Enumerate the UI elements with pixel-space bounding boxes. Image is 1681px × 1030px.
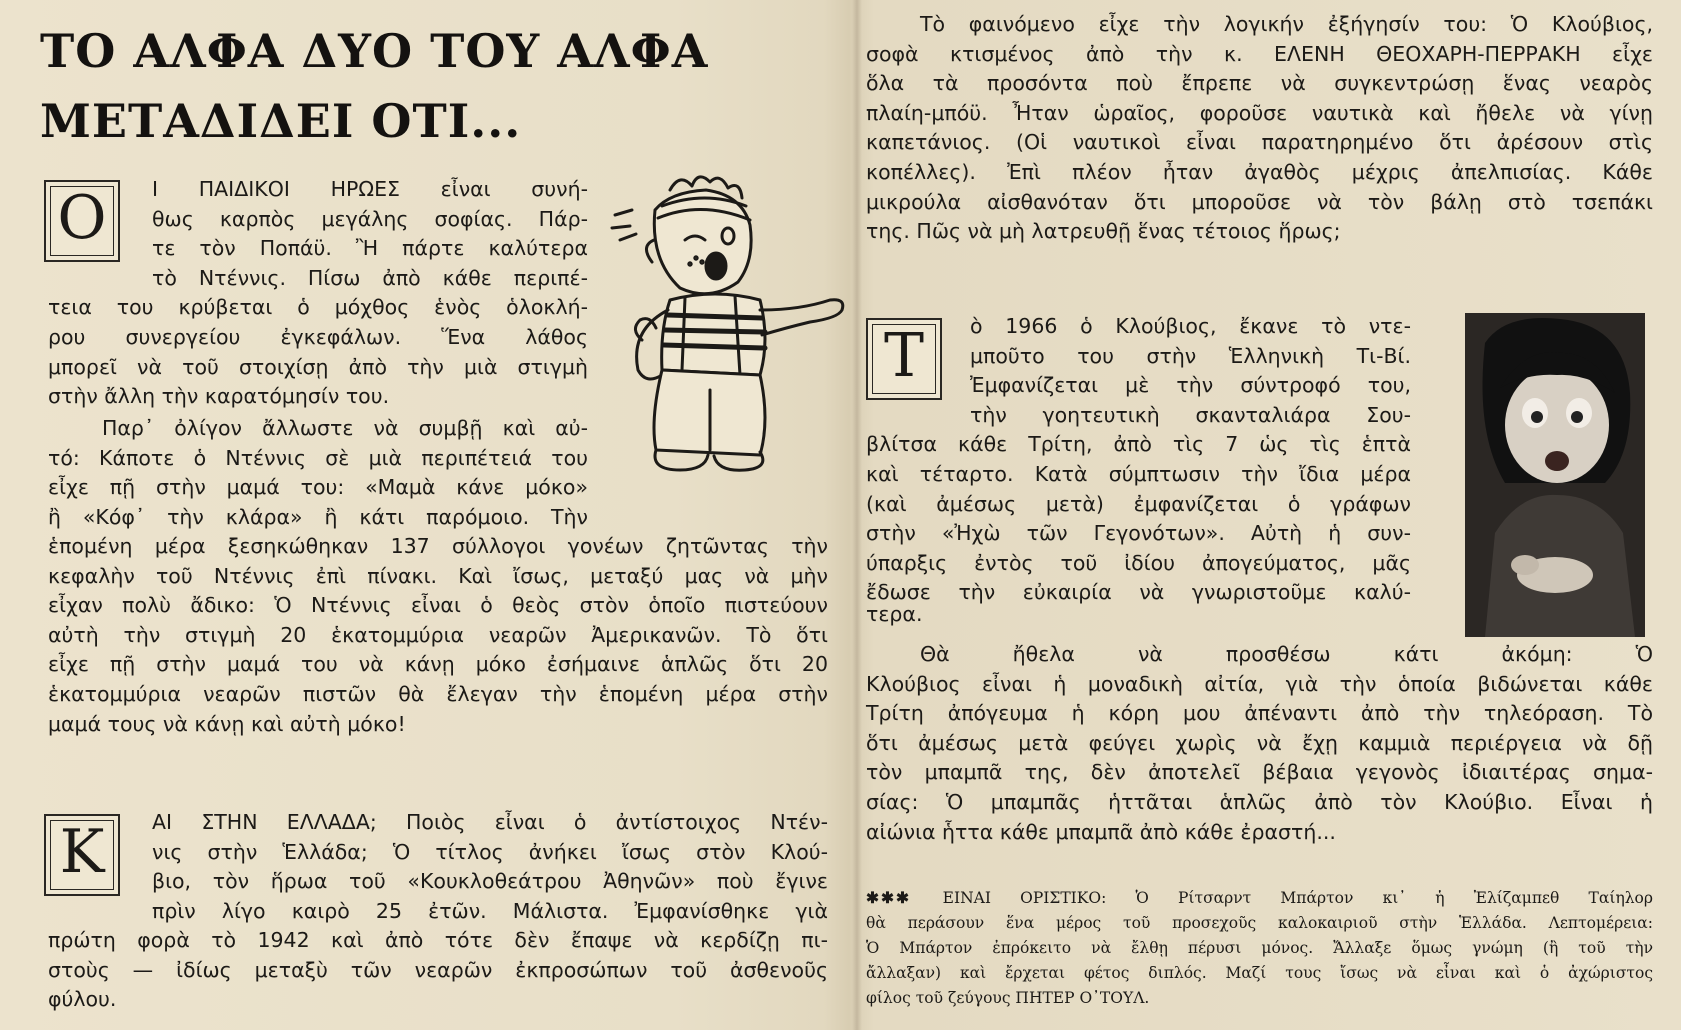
text-line: τὸ Ντέννις. Πίσω ἀπὸ κάθε περιπέ- [152, 265, 588, 290]
text-line: τε τὸν Ποπάϋ. Ἢ πάρτε καλύτερα [152, 236, 588, 261]
text-line: της. Πῶς νὰ μὴ λατρευθῇ ἕνας τέτοιος ἥρως; [866, 219, 1341, 244]
text-line: ἢ «Κόφ᾽ τὴν κλάρα» ἢ κάτι παρόμοιο. Τὴν [48, 504, 588, 529]
text-line: ΑΙ ΣΤΗΝ ΕΛΛΑΔΑ; Ποιὸς εἶναι ὁ ἀντίστοιχος Ντέν- [152, 810, 828, 834]
text-line: τὸν μπαμπᾶ της, δὲν ἀποτελεῖ βέβαια γεγονὸς ἰδιαιτέρας σημα- [866, 760, 1653, 785]
text-line: ἔδωσε τὴν εὐκαιρία νὰ γνωριστοῦμε καλύ- [866, 580, 1411, 605]
text-line: εἶχαν πολὺ ἄδικο: Ὁ Ντέννις εἶναι ὁ θεὸς στὸν ὁποῖο πιστεύουν [48, 593, 828, 618]
drop-cap-k [44, 814, 120, 896]
text-line: στοὺς — ἰδίως μεταξὺ τῶν νεαρῶν ἐκπροσώπων τοῦ ἀσθενοῦς [48, 957, 828, 982]
text-line: Ἐμφανίζεται μὲ τὴν σύντροφό του, [970, 373, 1411, 398]
text-line: εἶχε πῇ στὴν μαμά του νὰ κάνῃ μόκο ἐσήμαινε ἁπλῶς ὅτι 20 [48, 652, 828, 677]
paragraph-daughter [866, 640, 1653, 847]
text-line: εἶχε πῇ στὴν μαμά του: «Μαμὰ κάνε μόκο» [48, 475, 588, 500]
text-line: τεια του κρύβεται ὁ μόχθος ἑνὸς ὁλοκλή- [48, 295, 588, 320]
text-line: ύπαρξις ἐντὸς τοῦ ἰδίου ἀπογεύματος, μᾶς [866, 550, 1411, 575]
text-line: μπορεῖ νὰ τοῦ στοιχίσῃ ἀπὸ τὴν μιὰ στιγμὴ [48, 354, 588, 379]
text-line: βιο, τὸν ἥρωα τοῦ «Κουκλοθεάτρου Ἀθηνῶν» ποὺ ἔγινε [152, 869, 828, 894]
text-line: σοφὰ κτισμένος ἀπὸ τὴν κ. ΕΛΕΝΗ ΘΕΟΧΑΡΗ-ΠΕΡΡΑΚΗ εἶχε [866, 41, 1653, 66]
drop-cap-letter: Τ [883, 321, 925, 391]
note-text: ΕΙΝΑΙ ΟΡΙΣΤΙΚΟ: Ὁ Ρίτσαρντ Μπάρτον κι᾽ ἡ Ἐλίζαμπεθ Ταίηλορ [942, 889, 1653, 907]
text-line: (καὶ ἀμέσως μετὰ) ἐμφανίζεται ὁ γράφων [866, 491, 1411, 516]
title-line-2: ΜΕΤΑΔΙΔΕΙ ΟΤΙ... [40, 94, 522, 148]
text-line: Κλούβιος εἶναι ἡ μοναδικὴ αἰτία, γιὰ τὴν ὁποία βιδώνεται κάθε [866, 671, 1653, 696]
text-line: ὸ 1966 ὁ Κλούβιος, ἔκανε τὸ ντε- [970, 314, 1411, 338]
text-line: ἑκατομμύρια νεαρῶν πιστῶν θὰ ἔλεγαν τὴν ἑπομένη μέρα στὴν [48, 681, 828, 706]
note-line: θὰ περάσουν ἕνα μέρος τοῦ προσεχοῦς καλοκαιριοῦ στὴν Ἑλλάδα. Λεπτομέρεια: [866, 914, 1653, 932]
note-line: Ὁ Μπάρτον ἐπρόκειτο νὰ ἔλθῃ πέρυσι μόνος. Ἄλλαξε ὅμως γνώμη (ἢ τοῦ τὴν [866, 939, 1653, 957]
text-line: κοπέλλες). Ἐπὶ πλέον ἦταν ἀγαθὸς μέχρις ἀπελπισίας. Κάθε [866, 159, 1653, 184]
puppet-image [1465, 313, 1645, 637]
text-line: νις στὴν Ἑλλάδα; Ὁ τίτλος ἀνήκει ἴσως στὸν Κλού- [152, 839, 828, 864]
dennis-cartoon-illustration [610, 170, 850, 500]
note-line: φίλος τοῦ ζεύγους ΠΗΤΕΡ Ο᾽ΤΟΥΛ. [866, 989, 1150, 1007]
gossip-note [866, 885, 1653, 1011]
note-line [866, 885, 1653, 911]
text-line: καὶ τέταρτο. Κατὰ σύμπτωσιν τὴν ἴδια μέρα [866, 461, 1411, 486]
page-gutter [852, 0, 862, 1030]
text-line: Θὰ ἤθελα νὰ προσθέσω κάτι ἀκόμη: Ὁ [920, 642, 1653, 666]
text-line: ἑπομένη μέρα ξεσηκώθηκαν 137 σύλλογοι γονέων ζητῶντας τὴν [48, 534, 828, 558]
title-line-1: ΤΟ ΑΛΦΑ ΔΥΟ ΤΟΥ ΑΛΦΑ [40, 24, 709, 78]
text-line: πρώτη φορὰ τὸ 1942 καὶ ἀπὸ τότε δὲν ἔπαψε νὰ κερδίζῃ πι- [48, 928, 828, 952]
drop-cap-letter: Ο [57, 183, 107, 253]
text-line: κεφαλὴν τοῦ Ντέννις ἐπὶ πίνακι. Καὶ ἴσως, μεταξύ μας νὰ μὴν [48, 563, 828, 588]
text-line: θως καρπὸς μεγάλης σοφίας. Πάρ- [152, 206, 588, 231]
paragraph-explanation [866, 10, 1653, 247]
paragraph-greece-wide [48, 926, 828, 1015]
text-line: τερα. [866, 602, 923, 626]
text-line: Παρ᾽ ὀλίγον ἄλλωστε νὰ συμβῇ καὶ αὐ- [102, 416, 588, 440]
text-line: καπετάνιος. (Οἱ ναυτικοὶ εἶναι παρατηρημένο ὅτι ἀρέσουν στὶς [866, 130, 1653, 155]
text-line: φύλου. [48, 987, 117, 1012]
text-line: στὴν «Ἠχὼ τῶν Γεγονότων». Αὐτὴ ἡ συν- [866, 521, 1411, 546]
asterisk-ornament-icon: ✱✱✱ [866, 888, 943, 907]
text-line: ρου συνεργείου ἐγκεφάλων. Ἕνα λάθος [48, 324, 588, 349]
text-line: τό: Κάποτε ὁ Ντέννις σὲ μιὰ περιπέτειά του [48, 445, 588, 470]
paragraph-intro [48, 175, 588, 412]
text-line: Ι ΠΑΙΔΙΚΟΙ ΗΡΩΕΣ εἶναι συνή- [152, 177, 588, 201]
text-line: αὐτὴ τὴν στιγμὴ 20 ἑκατομμύρια νεαρῶν Ἀμερικανῶν. Τὸ ὅτι [48, 622, 828, 647]
text-line: αἰώνια ἧττα κάθε μπαμπᾶ ἀπὸ κάθε ἐραστή... [866, 819, 1336, 844]
paragraph-incident-narrow [48, 414, 588, 532]
text-line: στὴν ἄλλη τὴν καρατόμησίν του. [48, 384, 390, 409]
text-line: Τὸ φαινόμενο εἶχε τὴν λογικήν ἐξήγησίν του: Ὁ Κλούβιος, [920, 12, 1653, 36]
text-line: βλίτσα κάθε Τρίτη, ἀπὸ τὶς 7 ὡς τὶς ἑπτὰ [866, 432, 1411, 457]
paragraph-incident-wide [48, 532, 828, 739]
paragraph-tv-debut [866, 312, 1411, 608]
text-line: μποῦτο του στὴν Ἑλληνικὴ Τι-Βί. [970, 343, 1411, 368]
text-line: πρὶν λίγο καιρὸ 25 ἐτῶν. Μάλιστα. Ἐμφανίσθηκε γιὰ [152, 898, 828, 923]
text-line: ὅλα τὰ προσόντα ποὺ ἔπρεπε νὰ συγκεντρώσῃ ἕνας νεαρὸς [866, 71, 1653, 96]
text-line: τὴν γοητευτικὴ σκανταλιάρα Σου- [970, 402, 1411, 427]
text-line: σίας: Ὁ μπαμπᾶς ἡττᾶται ἁπλῶς ἀπὸ τὸν Κλούβιο. Εἶναι ἡ [866, 789, 1653, 814]
text-line: πλαίη-μπόϋ. Ἦταν ὡραῖος, φοροῦσε ναυτικὰ καὶ ἤθελε νὰ γίνῃ [866, 100, 1653, 125]
note-line: ἄλλαξαν) καὶ ἔρχεται φέτος διπλός. Μαζί τους ἴσως νὰ εἶναι καὶ ὁ ἀχώριστος [866, 964, 1653, 982]
article-title [40, 16, 840, 156]
drop-cap-letter: Κ [59, 817, 105, 887]
text-line: μικρούλα αἰσθανόταν ὅτι μποροῦσε νὰ τὸν βάλῃ στὸ τσεπάκι [866, 189, 1653, 214]
klouvios-puppet-photo [1465, 313, 1645, 637]
paragraph-greece-narrow [152, 808, 828, 926]
text-line: Τρίτη ἀπόγευμα ἡ κόρη μου ἀπέναντι ἀπὸ τὴν τηλεόραση. Τὸ [866, 701, 1653, 726]
paragraph-tv-debut-end [866, 600, 1653, 630]
text-line: μαμά τους νὰ κάνῃ καὶ αὐτὴ μόκο! [48, 711, 406, 736]
text-line: ὅτι ἀμέσως μετὰ φεύγει χωρὶς νὰ ἔχῃ καμμιὰ περιέργεια νὰ δῇ [866, 730, 1653, 755]
